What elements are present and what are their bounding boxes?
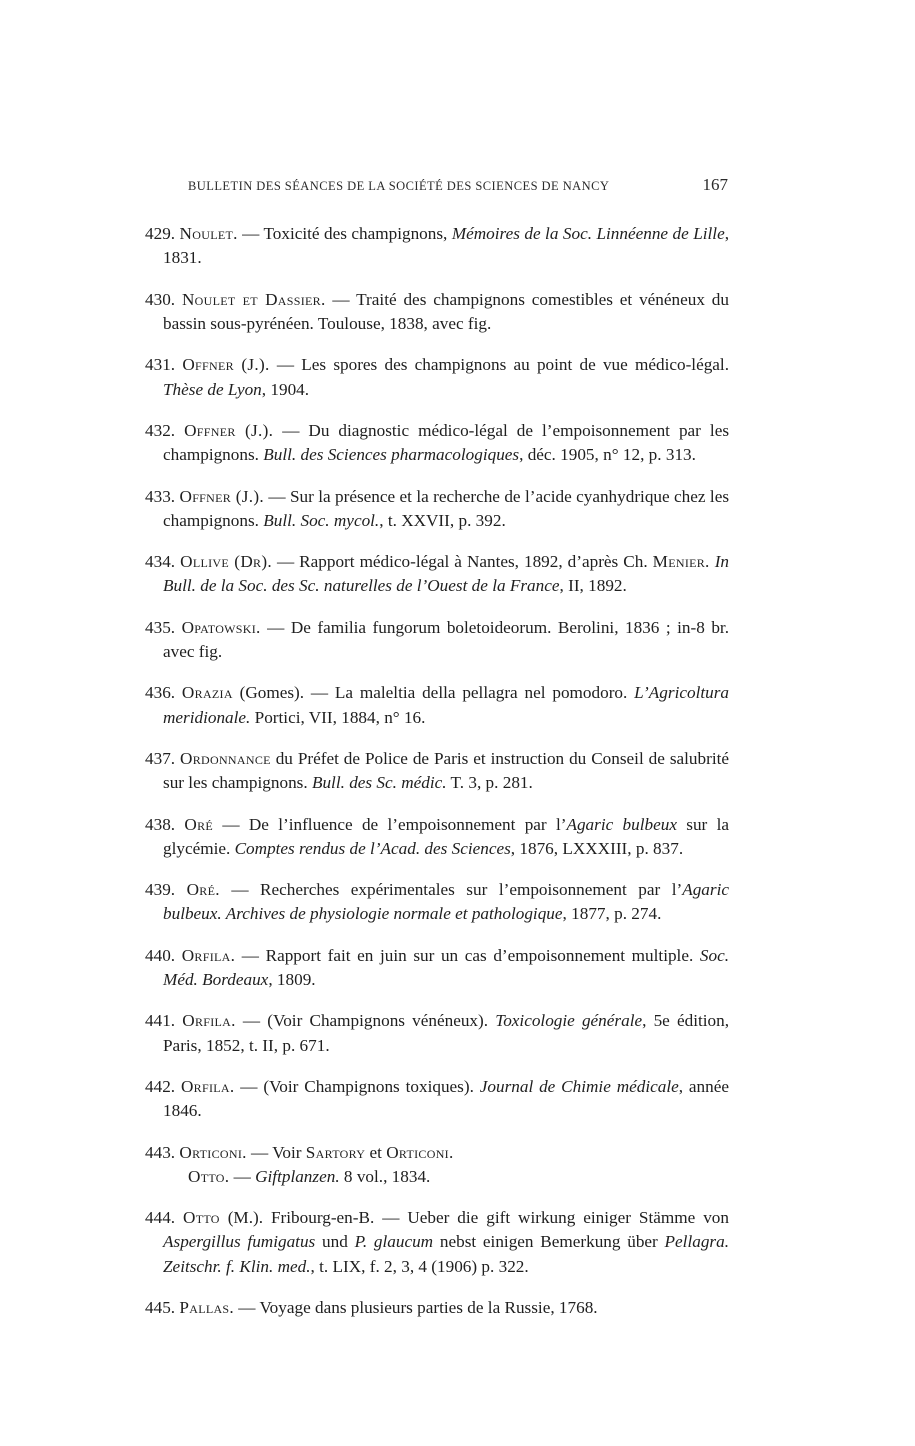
entry-text: — xyxy=(229,1166,256,1186)
entry-author: Orticoni. xyxy=(179,1142,247,1162)
entry-text: , 5e édition, Paris, 1852, t. II, p. 671. xyxy=(163,1011,730,1055)
entry-italic: Agaric bulbeux xyxy=(566,814,677,834)
entry-italic: Comptes rendus de l’Acad. des Sciences xyxy=(234,838,511,858)
entry-text: du Préfet de Police de Paris et instruction du Conseil de salubrité sur les champignons. xyxy=(163,748,729,793)
entry-text: , déc. 1905, n° 12, p. 313. xyxy=(519,445,696,465)
entry-number: 433. xyxy=(145,486,176,506)
page-number: 167 xyxy=(702,175,728,194)
entry-italic: Bull. des Sc. médic. xyxy=(311,773,447,793)
entry-text: nebst einigen Bemerkung über xyxy=(433,1232,665,1252)
entry-number: 431. xyxy=(145,355,176,375)
entry-text: — Rapport fait en juin sur un cas d’empoisonnement multiple. xyxy=(235,945,700,965)
bibliography-entry xyxy=(145,878,729,926)
entry-italic: Giftplanzen. xyxy=(255,1166,340,1186)
entry-text: — Sur la présence et la recherche de l’acide cyanhydrique chez les champignons. xyxy=(163,486,730,530)
entry-italic: Soc. Méd. Bordeaux xyxy=(163,945,730,989)
entry-number: 444. xyxy=(145,1208,176,1228)
entry-author: Orfila. xyxy=(181,945,236,965)
entry-author: Pallas. xyxy=(179,1297,234,1317)
entry-text: — Les spores des champignons au point de vue médico-légal. xyxy=(269,355,730,375)
entry-italic: P. glaucum xyxy=(354,1232,434,1252)
entry-text: sur la glycémie. xyxy=(163,814,729,858)
entry-italic: Toxicologie générale xyxy=(495,1011,643,1031)
bibliography-entry xyxy=(145,222,729,270)
entry-number: 432. xyxy=(145,420,176,440)
bibliography-entry xyxy=(145,813,729,861)
entry-italic: Journal de Chimie médicale xyxy=(479,1076,679,1096)
entry-number: 436. xyxy=(145,683,176,703)
entry-text: , t. LIX, f. 2, 3, 4 (1906) p. 322. xyxy=(310,1256,529,1276)
running-title: BULLETIN DES SÉANCES DE LA SOCIÉTÉ DES SCIENCES DE NANCY xyxy=(188,179,610,193)
entry-italic: Bull. Soc. mycol. xyxy=(263,510,380,530)
entry-italic: Aspergillus fumigatus xyxy=(163,1232,316,1252)
entry-author: Ordonnance xyxy=(180,748,271,768)
bibliography-entry xyxy=(145,288,729,336)
entry-author: Offner (J.). xyxy=(179,486,264,506)
entry-text: — De l’influence de l’empoisonnement par l’ xyxy=(213,814,567,834)
bibliography-entry xyxy=(145,353,729,401)
entry-number: 437. xyxy=(145,748,176,768)
entry-number: 434. xyxy=(145,552,176,572)
entry-italic: Bull. des Sciences pharmacologiques xyxy=(263,445,520,465)
entry-text: , année 1846. xyxy=(163,1076,729,1121)
bibliography-entry xyxy=(145,1141,729,1165)
entry-author: Offner (J.). xyxy=(182,355,270,375)
entry-text: — (Voir Champignons toxiques). xyxy=(234,1076,480,1096)
entry-text: (M.). Fribourg-en-B. — Ueber die gift wirkung einiger Stämme von xyxy=(219,1208,729,1228)
bibliography-entry xyxy=(145,1296,729,1320)
entry-number: 439. xyxy=(145,880,176,900)
page-header xyxy=(188,175,728,195)
entry-number: 429. xyxy=(145,224,176,244)
entry-text: (Gomes). — La maleltia della pellagra nel pomodoro. xyxy=(232,683,635,703)
entry-author: Orticoni. xyxy=(386,1142,454,1162)
entry-author: Oré. xyxy=(186,880,220,900)
entry-author: Ollive (Dr). xyxy=(180,552,272,572)
bibliography-entry xyxy=(145,419,729,467)
entry-author: Noulet et Dassier. xyxy=(181,289,326,309)
entry-author: Offner (J.). xyxy=(184,420,274,440)
entry-author: Otto. xyxy=(188,1166,230,1186)
entry-text: — De familia fungorum boletoideorum. Berolini, 1836 ; in-8 br. avec fig. xyxy=(163,617,729,661)
bibliography-entry xyxy=(145,944,729,992)
entry-italic: L’Agricoltura meridionale. xyxy=(163,683,729,727)
entry-text: Portici, VII, 1884, n° 16. xyxy=(250,707,426,727)
entry-text: — Voyage dans plusieurs parties de la Russie, 1768. xyxy=(234,1297,598,1317)
bibliography-entry xyxy=(145,616,729,664)
bibliography-entry xyxy=(145,747,729,795)
entry-number: 435. xyxy=(145,617,176,637)
bibliography-entry xyxy=(145,1206,729,1279)
entry-text: — (Voir Champignons vénéneux). xyxy=(235,1011,496,1031)
entry-italic: Pellagra. Zeitschr. f. Klin. med. xyxy=(163,1232,729,1276)
entry-author: Orfila. xyxy=(180,1076,235,1096)
entry-italic: Mémoires de la Soc. Linnéenne de Lille xyxy=(451,224,725,244)
entry-italic: Thèse de Lyon xyxy=(163,379,262,399)
entry-author: Orazia xyxy=(181,683,233,703)
entry-author: Menier. xyxy=(652,552,710,572)
entry-text: T. 3, p. 281. xyxy=(446,773,533,793)
entry-author: Orfila. xyxy=(182,1011,236,1031)
entry-text: , 1877, p. 274. xyxy=(562,904,662,924)
entry-text: , 1809. xyxy=(268,969,316,989)
entry-italic: Agaric bulbeux. Archives de physiologie normale et pathologique xyxy=(163,880,729,924)
bibliography-subentry xyxy=(145,1165,729,1189)
entry-author: Otto xyxy=(183,1208,220,1228)
entry-number: 443. xyxy=(145,1142,176,1162)
entry-number: 442. xyxy=(145,1076,176,1096)
entry-text: und xyxy=(315,1232,355,1252)
entry-text: — Traité des champignons comestibles et vénéneux du bassin sous-pyrénéen. Toulouse, 1838, avec fig. xyxy=(163,289,729,333)
entry-author: Oré xyxy=(184,814,214,834)
entry-text: , t. XXVII, p. 392. xyxy=(379,510,506,530)
entry-author: Opatowski. xyxy=(181,617,261,637)
entry-number: 430. xyxy=(145,289,176,309)
entry-number: 445. xyxy=(145,1297,176,1317)
bibliography-entry xyxy=(145,485,729,533)
entry-text: 8 vol., 1834. xyxy=(339,1166,431,1186)
entry-text: , 1831. xyxy=(163,224,730,268)
entry-text: — Rapport médico-légal à Nantes, 1892, d’après Ch. xyxy=(271,552,653,572)
entry-number: 440. xyxy=(145,945,176,965)
entry-text: — Voir xyxy=(246,1142,306,1162)
entry-author: Sartory xyxy=(305,1142,366,1162)
entry-text: , II, 1892. xyxy=(559,576,627,596)
bibliography-entry xyxy=(145,1075,729,1123)
entry-text: , 1904. xyxy=(261,379,310,399)
entry-text: — Toxicité des champignons, xyxy=(237,224,452,244)
bibliography-entry xyxy=(145,550,729,598)
entry-text: — Recherches expérimentales sur l’empoisonnement par l’ xyxy=(219,880,683,900)
bibliography-entry xyxy=(145,681,729,729)
entry-text: , 1876, LXXXIII, p. 837. xyxy=(510,838,684,858)
entry-number: 441. xyxy=(145,1011,176,1031)
bibliography-list xyxy=(145,205,729,1331)
entry-italic: In Bull. de la Soc. des Sc. naturelles de l’Ouest de la France xyxy=(163,552,730,596)
entry-author: Noulet. xyxy=(179,224,238,244)
bibliography-entry xyxy=(145,1009,729,1057)
entry-text: — Du diagnostic médico-légal de l’empoisonnement par les champignons. xyxy=(163,420,730,465)
entry-text: et xyxy=(365,1142,387,1162)
entry-number: 438. xyxy=(145,814,176,834)
